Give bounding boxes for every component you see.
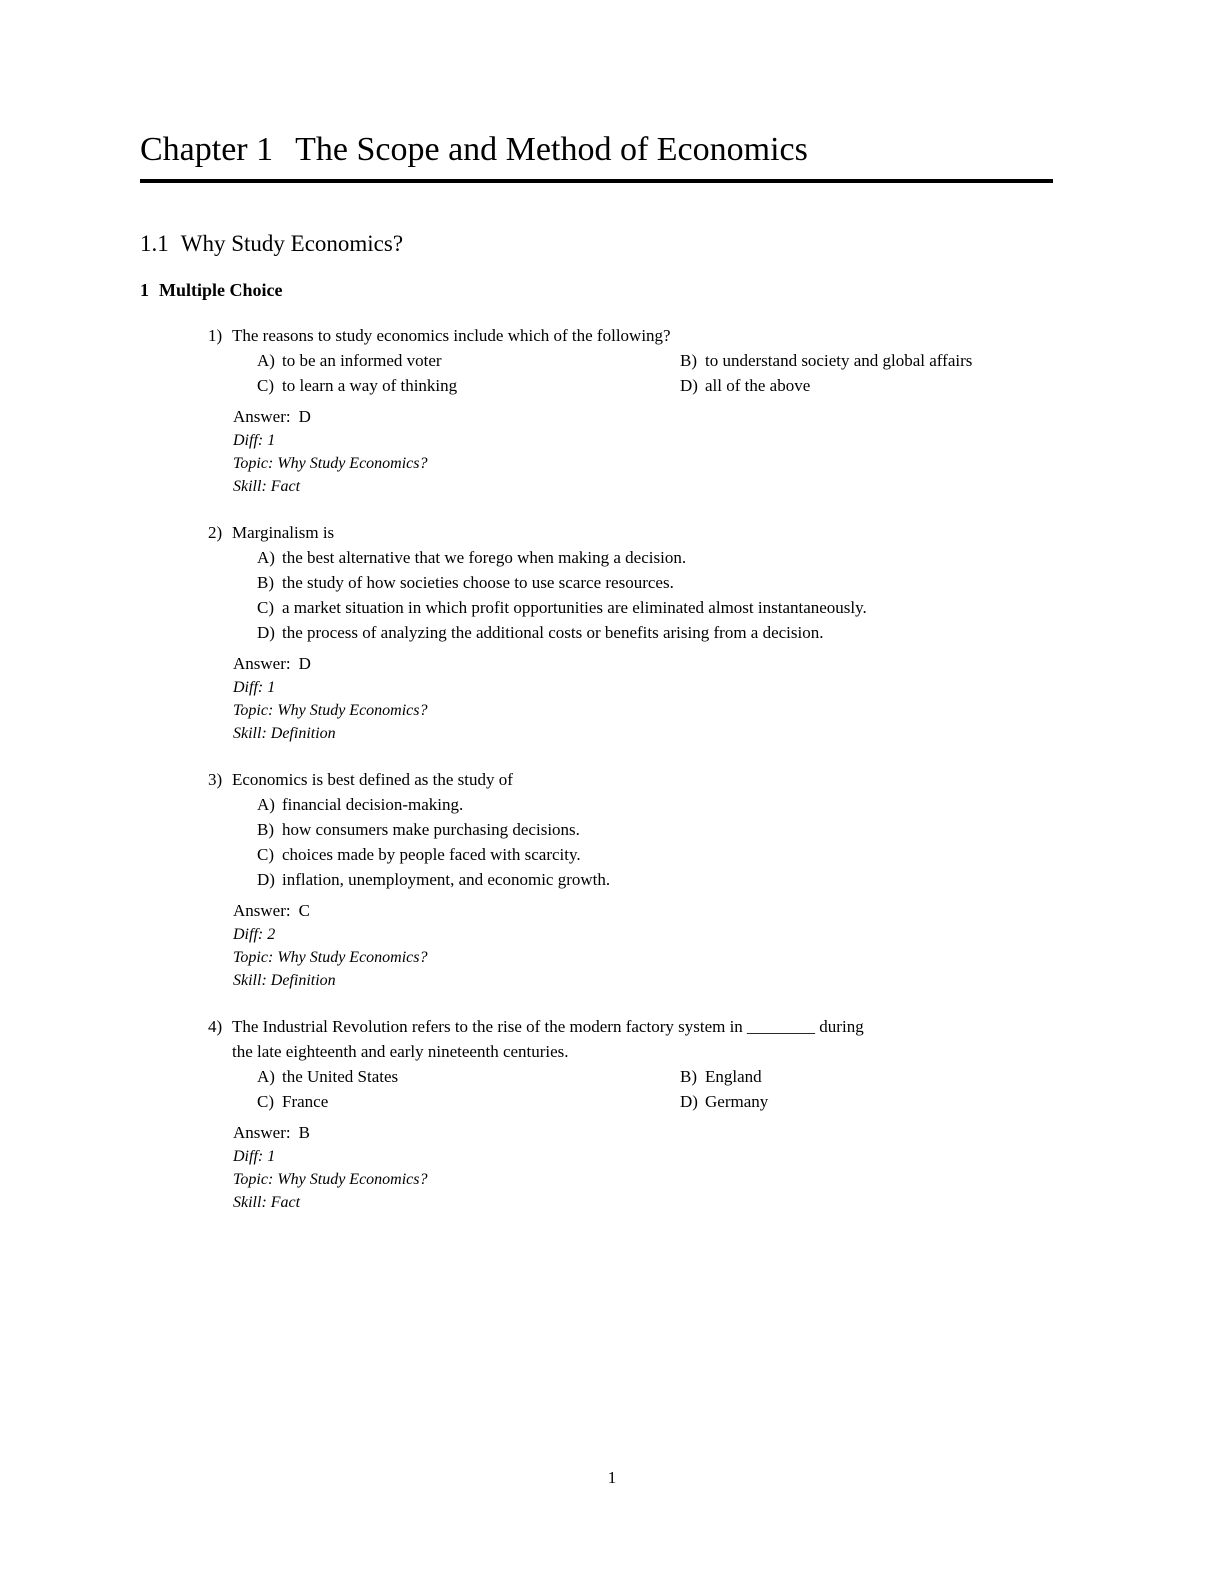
- section-title-text: Why Study Economics?: [180, 231, 404, 256]
- meta-label: Skill:: [233, 1194, 267, 1211]
- option-text: France: [282, 1092, 329, 1111]
- options-list: [257, 1064, 1084, 1114]
- option-label: C): [257, 845, 274, 864]
- title-underline-rule: [140, 179, 1053, 183]
- option-text: to understand society and global affairs: [705, 351, 973, 370]
- question-number: 4): [208, 1017, 223, 1036]
- question-number: 2): [208, 523, 223, 542]
- option-label: B): [680, 351, 697, 370]
- option-text: the United States: [282, 1067, 399, 1086]
- meta-label: Topic:: [233, 455, 274, 472]
- answer-value: D: [298, 654, 311, 673]
- meta-label: Skill:: [233, 972, 267, 989]
- option-a: [257, 545, 1084, 570]
- option-a: [257, 1064, 680, 1089]
- option-b: [257, 570, 1084, 595]
- meta-label: Topic:: [233, 1171, 274, 1188]
- option-c: [257, 842, 1084, 867]
- question-4: [140, 1014, 1084, 1214]
- answer-label: Answer:: [233, 654, 291, 673]
- answer-row: [233, 1120, 1084, 1145]
- question-stem: Economics is best defined as the study of: [232, 770, 513, 789]
- page-title: [140, 130, 1084, 170]
- question-stem-row: [140, 323, 1084, 348]
- meta-topic: [233, 452, 1084, 475]
- question-meta: [233, 676, 1084, 745]
- meta-label: Diff:: [233, 432, 264, 449]
- answer-value: C: [298, 901, 310, 920]
- option-label: A): [257, 351, 275, 370]
- options-list: [140, 545, 1084, 645]
- question-type-label: Multiple Choice: [159, 280, 283, 300]
- questions-list: [140, 323, 1084, 1214]
- meta-label: Diff:: [233, 679, 264, 696]
- option-text: inflation, unemployment, and economic growth.: [282, 870, 611, 889]
- option-text: England: [705, 1067, 762, 1086]
- question-stem: The reasons to study economics include which of the following?: [232, 326, 671, 345]
- answer-label: Answer:: [233, 1123, 291, 1142]
- option-text: the process of analyzing the additional costs or benefits arising from a decision.: [282, 623, 824, 642]
- meta-value: Definition: [270, 972, 336, 989]
- question-number: 1): [208, 326, 223, 345]
- question-stem: Marginalism is: [232, 523, 335, 542]
- option-text: the best alternative that we forego when making a decision.: [282, 548, 687, 567]
- meta-topic: [233, 699, 1084, 722]
- option-a: [257, 348, 680, 373]
- question-stem-row: [140, 1014, 1084, 1064]
- question-stem-row: [140, 767, 1084, 792]
- question-type-number: 1: [140, 280, 149, 300]
- meta-value: Definition: [270, 725, 336, 742]
- meta-value: Fact: [270, 1194, 301, 1211]
- answer-row: [233, 404, 1084, 429]
- option-label: B): [257, 573, 274, 592]
- meta-skill: [233, 475, 1084, 498]
- answer-label: Answer:: [233, 407, 291, 426]
- meta-value: Why Study Economics?: [277, 1171, 428, 1188]
- option-label: D): [680, 1092, 698, 1111]
- meta-label: Diff:: [233, 926, 264, 943]
- question-type-heading: [140, 278, 1084, 302]
- answer-value: D: [298, 407, 311, 426]
- question-2: [140, 520, 1084, 745]
- section-heading: [140, 230, 1084, 258]
- answer-row: [233, 898, 1084, 923]
- meta-skill: [233, 722, 1084, 745]
- options-list: [257, 348, 1084, 398]
- option-b: [257, 817, 1084, 842]
- meta-value: 2: [267, 926, 276, 943]
- chapter-title-text: The Scope and Method of Economics: [295, 131, 808, 168]
- meta-label: Skill:: [233, 478, 267, 495]
- meta-value: 1: [267, 1148, 276, 1165]
- question-meta: [233, 1145, 1084, 1214]
- option-label: C): [257, 1092, 274, 1111]
- meta-skill: [233, 969, 1084, 992]
- option-b: [680, 1064, 1084, 1089]
- option-d: [680, 373, 1084, 398]
- options-list: [140, 792, 1084, 892]
- option-c: [257, 1089, 680, 1114]
- option-label: D): [257, 870, 275, 889]
- meta-value: Why Study Economics?: [277, 455, 428, 472]
- option-label: B): [257, 820, 274, 839]
- option-text: to learn a way of thinking: [282, 376, 458, 395]
- meta-diff: [233, 676, 1084, 699]
- page-number: 1: [607, 1468, 617, 1487]
- option-text: Germany: [705, 1092, 769, 1111]
- option-c: [257, 373, 680, 398]
- option-label: D): [680, 376, 698, 395]
- meta-topic: [233, 946, 1084, 969]
- question-meta: [233, 429, 1084, 498]
- meta-diff: [233, 429, 1084, 452]
- option-label: A): [257, 1067, 275, 1086]
- meta-label: Diff:: [233, 1148, 264, 1165]
- option-d: [257, 620, 1084, 645]
- meta-topic: [233, 1168, 1084, 1191]
- meta-label: Topic:: [233, 702, 274, 719]
- option-text: to be an informed voter: [282, 351, 442, 370]
- option-a: [257, 792, 1084, 817]
- meta-value: 1: [267, 432, 276, 449]
- meta-diff: [233, 1145, 1084, 1168]
- option-text: how consumers make purchasing decisions.: [282, 820, 580, 839]
- option-text: a market situation in which profit opportunities are eliminated almost instantaneously.: [282, 598, 867, 617]
- answer-value: B: [298, 1123, 310, 1142]
- question-number: 3): [208, 770, 223, 789]
- meta-value: Why Study Economics?: [277, 702, 428, 719]
- meta-label: Skill:: [233, 725, 267, 742]
- option-label: C): [257, 376, 274, 395]
- meta-diff: [233, 923, 1084, 946]
- chapter-label: Chapter 1: [140, 131, 274, 168]
- meta-value: 1: [267, 679, 276, 696]
- option-label: A): [257, 795, 275, 814]
- section-number: 1.1: [140, 231, 169, 256]
- option-text: choices made by people faced with scarcity.: [282, 845, 581, 864]
- question-stem-line-1: The Industrial Revolution refers to the rise of the modern factory system in ________ during: [232, 1017, 864, 1036]
- question-stem-row: [140, 520, 1084, 545]
- meta-label: Topic:: [233, 949, 274, 966]
- option-text: all of the above: [705, 376, 811, 395]
- question-stem: [232, 1014, 1084, 1064]
- option-text: financial decision-making.: [282, 795, 464, 814]
- option-d: [680, 1089, 1084, 1114]
- option-label: A): [257, 548, 275, 567]
- question-stem-line-2: the late eighteenth and early nineteenth centuries.: [232, 1042, 569, 1061]
- question-meta: [233, 923, 1084, 992]
- answer-row: [233, 651, 1084, 676]
- meta-value: Why Study Economics?: [277, 949, 428, 966]
- question-1: [140, 323, 1084, 498]
- option-label: D): [257, 623, 275, 642]
- option-label: C): [257, 598, 274, 617]
- meta-skill: [233, 1191, 1084, 1214]
- answer-label: Answer:: [233, 901, 291, 920]
- option-d: [257, 867, 1084, 892]
- option-b: [680, 348, 1084, 373]
- option-text: the study of how societies choose to use scarce resources.: [282, 573, 674, 592]
- option-c: [257, 595, 1084, 620]
- meta-value: Fact: [270, 478, 301, 495]
- option-label: B): [680, 1067, 697, 1086]
- question-3: [140, 767, 1084, 992]
